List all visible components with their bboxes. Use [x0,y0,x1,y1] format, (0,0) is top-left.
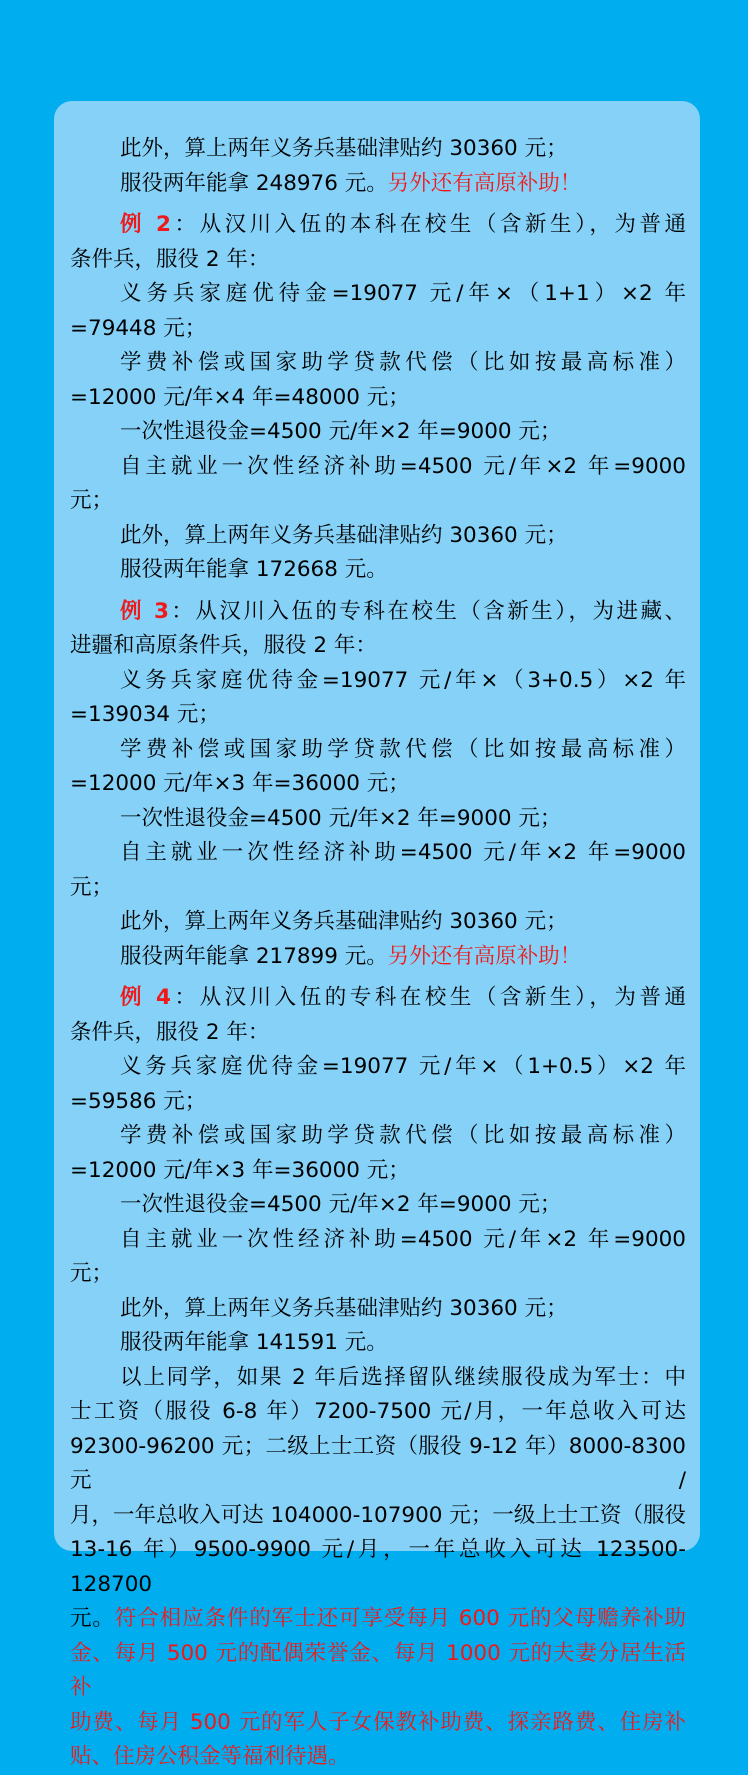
ex4-retirement-pay: 一次性退役金=4500 元/年×2 年=9000 元； [120,1192,562,1217]
ex3-family-allowance-result: =139034 元； [70,702,220,727]
ex2-employment-subsidy-unit: 元； [70,488,114,513]
benefits-text: 贴、住房公积金等福利待遇。 [70,1744,350,1769]
benefits-text: 符合相应条件的军士还可享受每月 600 元的父母赡养补助 [114,1606,686,1631]
ex3-employment-subsidy: 自主就业一次性经济补助=4500 元/年×2 年=9000 [120,840,686,865]
ex4-total-line: 服役两年能拿 141591 元。 [120,1330,388,1355]
ex3-allowance-line: 此外，算上两年义务兵基础津贴约 30360 元； [120,909,568,934]
plateau-subsidy-note: 另外还有高原补助！ [387,943,582,969]
summary-benefits-line: 元。符合相应条件的军士还可享受每月 600 元的父母赡养补助 [70,1606,686,1631]
ex4-employment-subsidy: 自主就业一次性经济补助=4500 元/年×2 年=9000 [120,1226,686,1252]
ex4-employment-subsidy-unit: 元； [70,1261,114,1286]
ex4-family-allowance-result: =59586 元； [70,1088,207,1114]
ex2-total-line: 服役两年能拿 172668 元。 [120,557,388,582]
summary-line: 士工资（服役 6-8 年）7200-7500 元/月，一年总收入可达 [70,1399,686,1424]
ex4-tuition-result: =12000 元/年×3 年=36000 元； [70,1157,410,1183]
ex2-family-allowance-result: =79448 元； [70,315,207,341]
summary-line: 月，一年总收入可达 104000-107900 元；一级上士工资（服役 [70,1502,686,1528]
ex3-retirement-pay: 一次性退役金=4500 元/年×2 年=9000 元； [120,805,562,831]
example-label: 例 2 [120,212,172,237]
ex2-retirement-pay: 一次性退役金=4500 元/年×2 年=9000 元； [120,419,562,444]
summary-line: 13-16 年）9500-9900 元/月，一年总收入可达 123500-128700 [70,1537,686,1597]
example-label: 例 3 [120,598,169,624]
benefits-text: 助费、每月 500 元的军人子女保教补助费、探亲路费、住房补 [70,1709,686,1735]
ex3-heading: 例 3：从汉川入伍的专科在校生（含新生），为进藏、 [120,598,686,624]
ex1-total-line: 服役两年能拿 248976 元。另外还有高原补助！ [120,170,582,196]
ex2-allowance-line: 此外，算上两年义务兵基础津贴约 30360 元； [120,522,568,548]
ex2-heading-cont: 条件兵，服役 2 年： [70,246,270,272]
ex2-tuition-compensation: 学费补偿或国家助学贷款代偿（比如按最高标准） [120,350,686,375]
benefits-text: 金、每月 500 元的配偶荣誉金、每月 1000 元的夫妻分居生活补 [70,1640,686,1700]
ex4-tuition-compensation: 学费补偿或国家助学贷款代偿（比如按最高标准） [120,1123,686,1148]
ex4-allowance-line: 此外，算上两年义务兵基础津贴约 30360 元； [120,1295,568,1321]
ex1-allowance-line: 此外，算上两年义务兵基础津贴约 30360 元； [120,136,568,161]
ex2-employment-subsidy: 自主就业一次性经济补助=4500 元/年×2 年=9000 [120,453,686,479]
ex2-tuition-result: =12000 元/年×4 年=48000 元； [70,384,410,410]
ex4-heading-cont: 条件兵，服役 2 年： [70,1019,270,1045]
ex3-tuition-result: =12000 元/年×3 年=36000 元； [70,771,410,796]
article-body [70,132,686,1775]
summary-line: 以上同学，如果 2 年后选择留队继续服役成为军士：中 [120,1364,686,1390]
ex3-total-line: 服役两年能拿 217899 元。另外还有高原补助！ [120,943,582,969]
ex2-heading: 例 2：从汉川入伍的本科在校生（含新生），为普通 [120,212,686,237]
ex4-heading: 例 4：从汉川入伍的专科在校生（含新生），为普通 [120,985,686,1010]
ex2-family-allowance: 义务兵家庭优待金=19077 元/年×（1+1）×2 年 [120,281,686,306]
ex3-heading-cont: 进疆和高原条件兵，服役 2 年： [70,633,377,658]
ex3-tuition-compensation: 学费补偿或国家助学贷款代偿（比如按最高标准） [120,736,686,762]
example-label: 例 4 [120,985,172,1010]
summary-line: 92300-96200 元；二级上士工资（服役 9-12 年）8000-8300 元/ [70,1433,686,1493]
ex4-family-allowance: 义务兵家庭优待金=19077 元/年×（1+0.5）×2 年 [120,1054,686,1079]
ex3-family-allowance: 义务兵家庭优待金=19077 元/年×（3+0.5）×2 年 [120,667,686,693]
plateau-subsidy-note: 另外还有高原补助！ [387,170,582,196]
ex3-employment-subsidy-unit: 元； [70,874,114,900]
